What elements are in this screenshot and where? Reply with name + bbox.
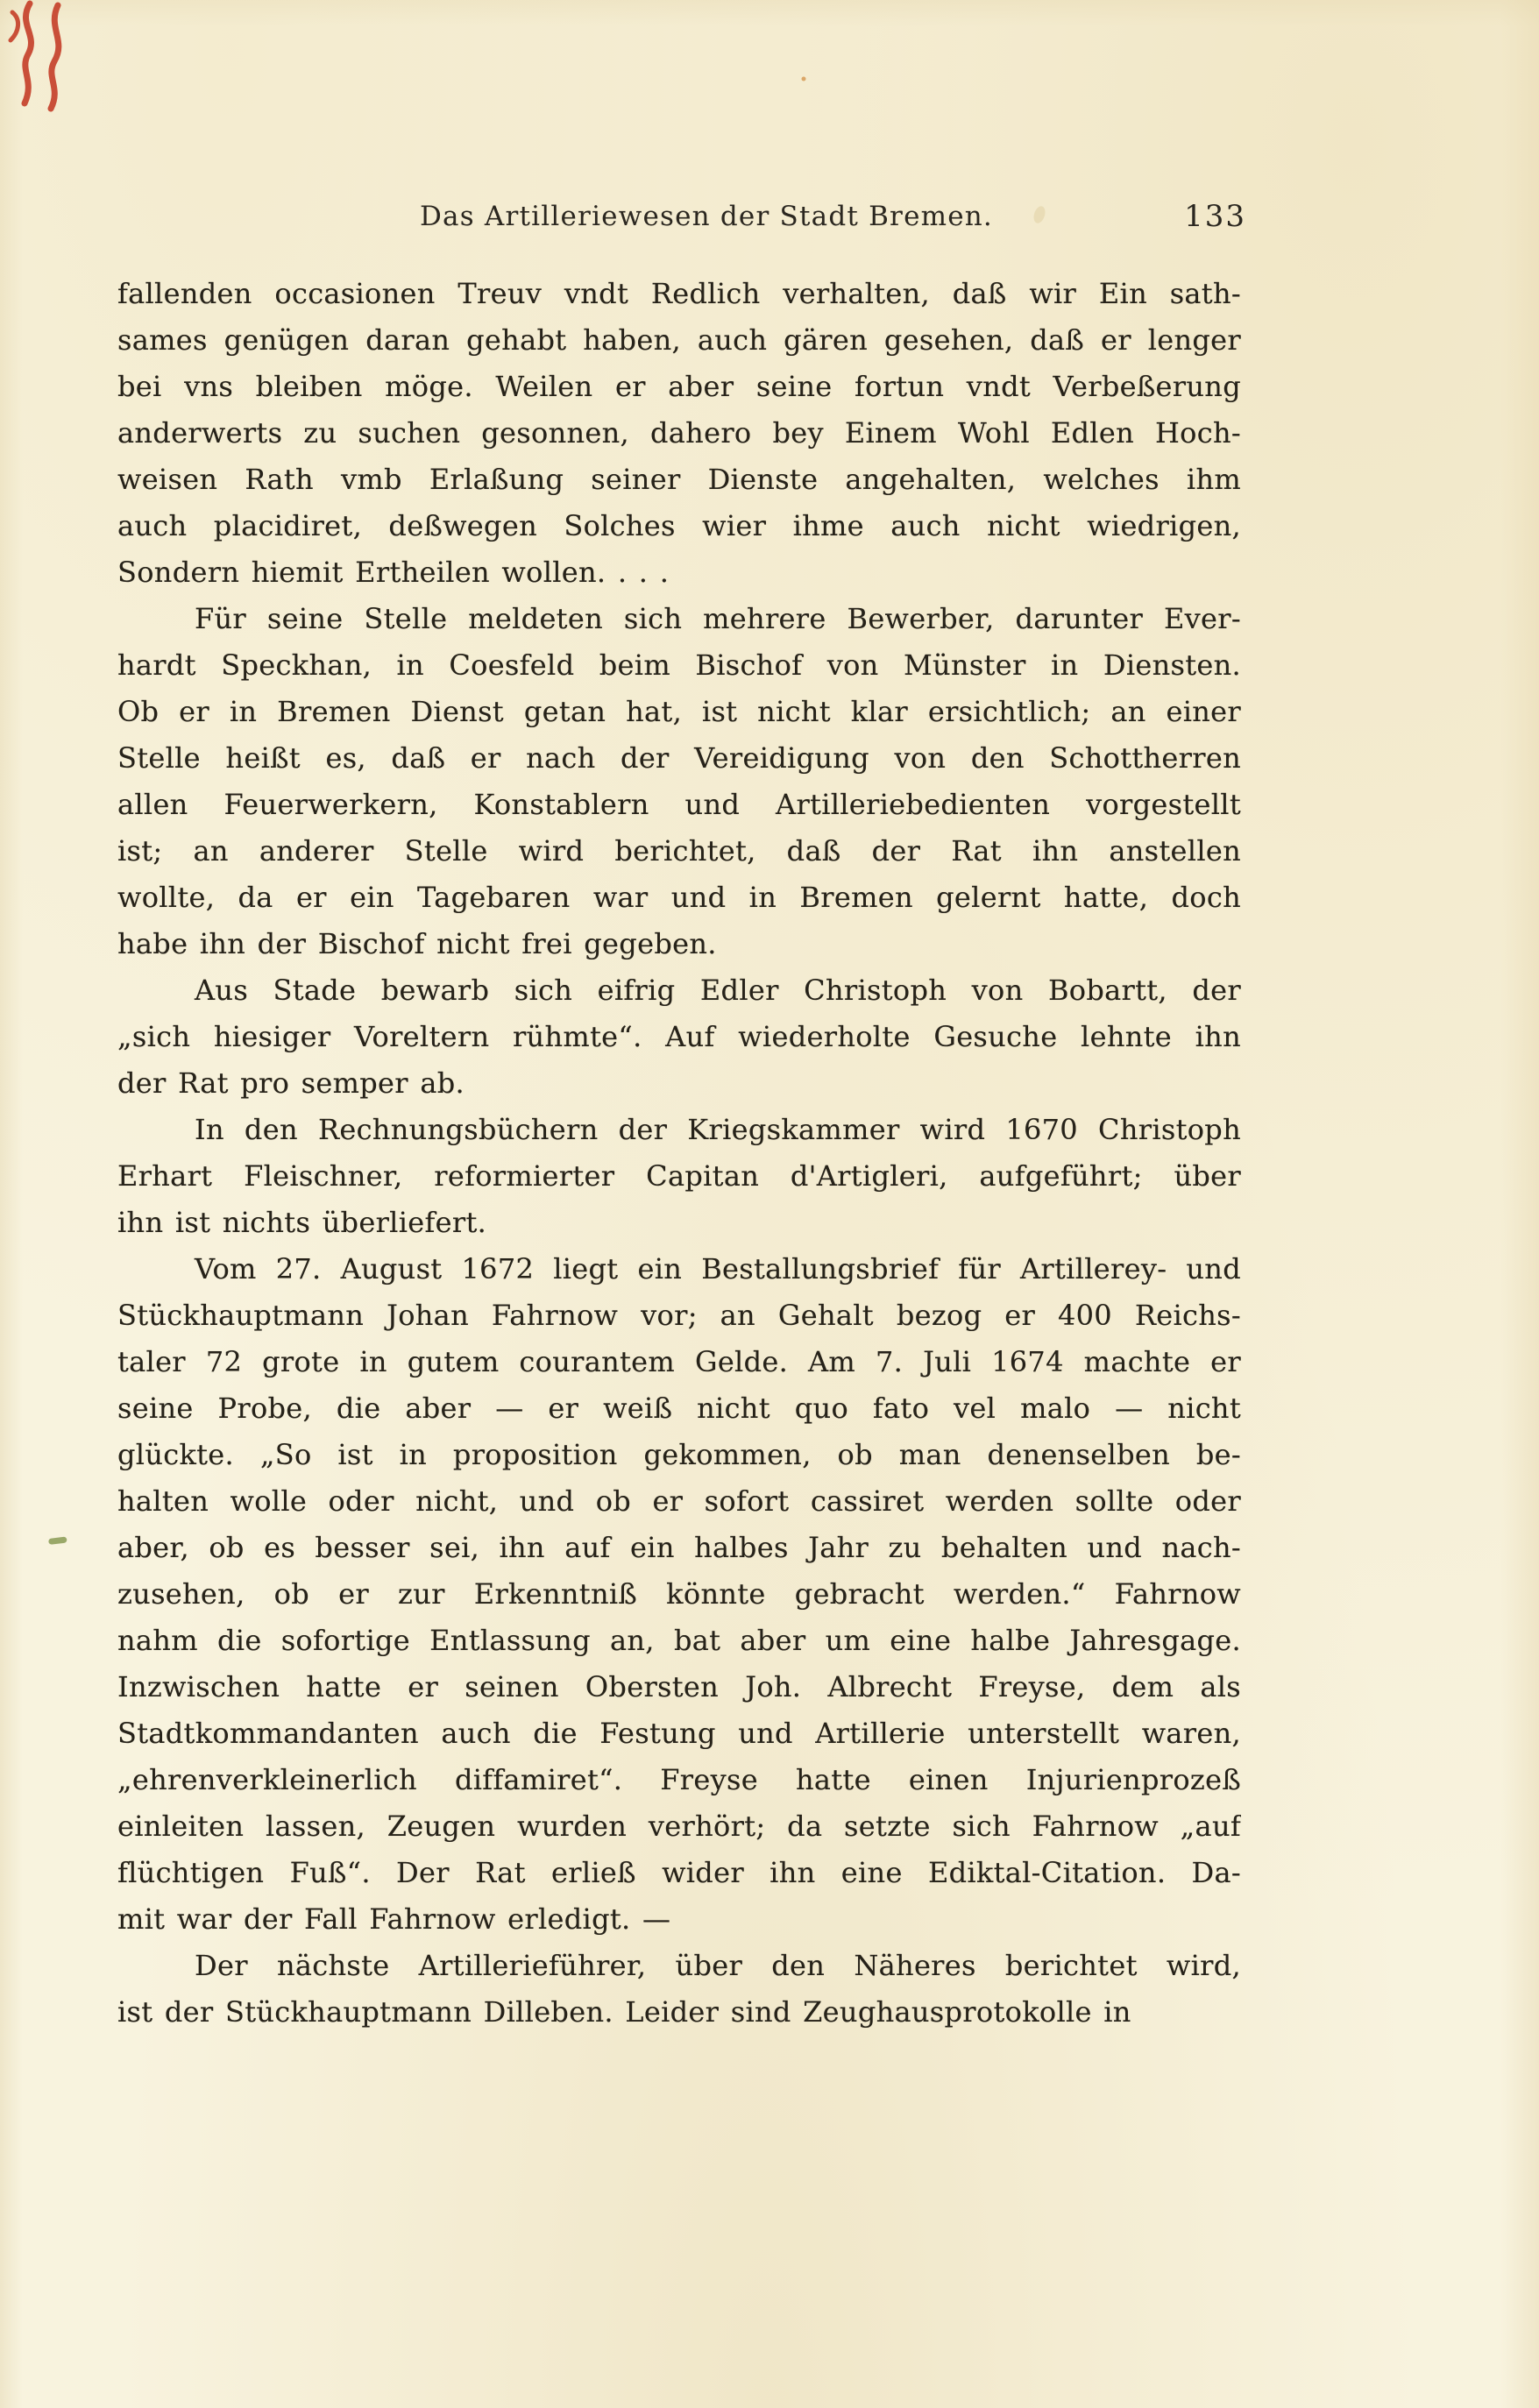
text-line: „ehrenverkleinerlich diffamiret“. Freyse hatte einen Injurienprozeß bbox=[117, 1763, 1241, 1796]
text-line: der Rat pro semper ab. bbox=[117, 1066, 465, 1100]
text-line: wollte, da er ein Tagebaren war und in Bremen gelernt hatte, doch bbox=[117, 881, 1241, 914]
text-line: Aus Stade bewarb sich eifrig Edler Christoph von Bobartt, der bbox=[195, 974, 1241, 1007]
text-line: zusehen, ob er zur Erkenntniß könnte gebracht werden.“ Fahrnow bbox=[117, 1577, 1241, 1611]
text-line: fallenden occasionen Treuv vndt Redlich verhalten, daß wir Ein sath- bbox=[117, 277, 1241, 310]
text-line: aber, ob es besser sei, ihn auf ein halbes Jahr zu behalten und nach- bbox=[117, 1531, 1241, 1564]
green-margin-mark bbox=[48, 1536, 67, 1545]
text-line: allen Feuerwerkern, Konstablern und Artilleriebedienten vorgestellt bbox=[117, 788, 1241, 821]
text-line: auch placidiret, deßwegen Solches wier ihme auch nicht wiedrigen, bbox=[117, 509, 1241, 542]
text-line: flüchtigen Fuß“. Der Rat erließ wider ihn eine Ediktal-Citation. Da- bbox=[117, 1856, 1241, 1889]
text-line: habe ihn der Bischof nicht frei gegeben. bbox=[117, 927, 717, 960]
text-line: hardt Speckhan, in Coesfeld beim Bischof von Münster in Diensten. bbox=[117, 648, 1241, 682]
text-line: Vom 27. August 1672 liegt ein Bestallungsbrief für Artillerey- und bbox=[195, 1252, 1241, 1285]
text-line: Stückhauptmann Johan Fahrnow vor; an Gehalt bezog er 400 Reichs- bbox=[117, 1299, 1241, 1332]
text-line: glückte. „So ist in proposition gekommen, ob man denenselben be- bbox=[117, 1438, 1241, 1471]
text-line: Stadtkommandanten auch die Festung und Artillerie unterstellt waren, bbox=[117, 1717, 1241, 1750]
text-line: Sondern hiemit Ertheilen wollen. . . . bbox=[117, 556, 670, 589]
text-line: mit war der Fall Fahrnow erledigt. — bbox=[117, 1902, 671, 1936]
text-line: taler 72 grote in gutem courantem Gelde. Am 7. Juli 1674 machte er bbox=[117, 1345, 1241, 1378]
text-line: ihn ist nichts überliefert. bbox=[117, 1206, 487, 1239]
text-line: ist der Stückhauptmann Dilleben. Leider sind Zeughausprotokolle in bbox=[117, 1995, 1131, 2029]
text-line: nahm die sofortige Entlassung an, bat aber um eine halbe Jahresgage. bbox=[117, 1624, 1241, 1657]
header-row bbox=[0, 201, 1539, 237]
running-header: Das Artilleriewesen der Stadt Bremen. bbox=[420, 201, 993, 232]
text-line: Stelle heißt es, daß er nach der Vereidigung von den Schottherren bbox=[117, 741, 1241, 775]
fiber-speck bbox=[802, 77, 806, 81]
text-line: anderwerts zu suchen gesonnen, dahero bey Einem Wohl Edlen Hoch- bbox=[117, 416, 1241, 450]
text-line: sames genügen daran gehabt haben, auch gären gesehen, daß er lenger bbox=[117, 323, 1241, 357]
text-line: Erhart Fleischner, reformierter Capitan d'Artigleri, aufgeführt; über bbox=[117, 1159, 1241, 1193]
text-line: Inzwischen hatte er seinen Obersten Joh. Albrecht Freyse, dem als bbox=[117, 1670, 1241, 1703]
text-line: einleiten lassen, Zeugen wurden verhört; da setzte sich Fahrnow „auf bbox=[117, 1810, 1241, 1843]
text-line: ist; an anderer Stelle wird berichtet, daß der Rat ihn anstellen bbox=[117, 834, 1241, 868]
text-line: Der nächste Artillerieführer, über den Näheres berichtet wird, bbox=[195, 1949, 1241, 1982]
text-line: bei vns bleiben möge. Weilen er aber seine fortun vndt Verbeßerung bbox=[117, 370, 1241, 403]
text-line: Für seine Stelle meldeten sich mehrere Bewerber, darunter Ever- bbox=[195, 602, 1241, 635]
text-line: weisen Rath vmb Erlaßung seiner Dienste angehalten, welches ihm bbox=[117, 463, 1241, 496]
text-line: Ob er in Bremen Dienst getan hat, ist nicht klar ersichtlich; an einer bbox=[117, 695, 1241, 728]
text-line: „sich hiesiger Voreltern rühmte“. Auf wiederholte Gesuche lehnte ihn bbox=[117, 1020, 1241, 1053]
body-text-block bbox=[117, 271, 1241, 2036]
red-pen-scribble-icon bbox=[11, 4, 59, 109]
text-line: halten wolle oder nicht, und ob er sofort cassiret werden sollte oder bbox=[117, 1484, 1241, 1518]
text-line: seine Probe, die aber — er weiß nicht quo fato vel malo — nicht bbox=[117, 1392, 1241, 1425]
text-line: In den Rechnungsbüchern der Kriegskammer wird 1670 Christoph bbox=[195, 1113, 1241, 1146]
page-number: 133 bbox=[1184, 199, 1246, 234]
